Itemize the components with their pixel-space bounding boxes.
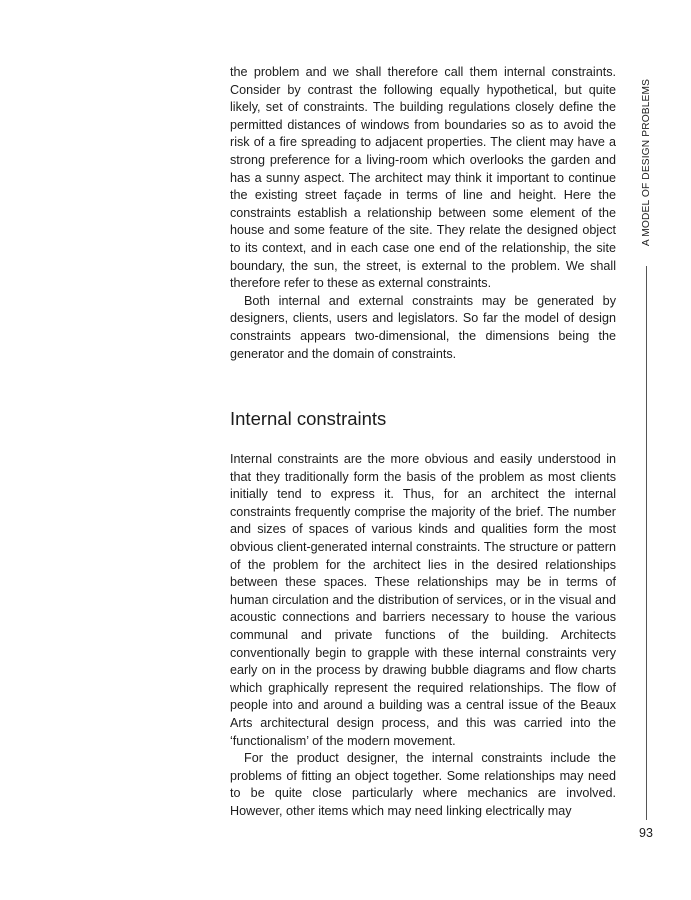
section-heading: Internal constraints (230, 408, 387, 430)
body-paragraph-4: For the product designer, the internal constraints include the problems of fitting an object together. Some relationships may need to be quite close particularly where mechanics are involved. However, other items which may need linking electrically may (230, 751, 616, 818)
body-paragraph-1: the problem and we shall therefore call them internal constraints. Consider by contrast the following equally hypothetical, but quite likely, set of constraints. The building regulations closely define the permitted distances of windows from boundaries so as to avoid the risk of a fire spreading to adjacent properties. The client may have a strong preference for a living-room which overlooks the garden and has a sunny aspect. The architect may think it important to continue the existing street façade in terms of line and height. Here the constraints establish a relationship between some element of the house and some feature of the site. They relate the designed object to its context, and in each case one end of the relationship, the site boundary, the sun, the street, is external to the problem. We shall therefore refer to these as external constraints. (230, 65, 616, 291)
body-paragraph-2: Both internal and external constraints may be generated by designers, clients, users and legislators. So far the model of design constraints appears two-dimensional, the dimensions being the generator and the domain of constraints. (230, 293, 616, 361)
running-head (639, 67, 655, 257)
body-text-column (230, 64, 616, 821)
body-paragraph-3: Internal constraints are the more obvious and easily understood in that they traditionally form the basis of the problem as most clients initially tend to express it. Thus, for an architect the internal constraints frequently comprise the majority of the brief. The number and sizes of spaces of various kinds and qualities form the most obvious client-generated internal constraints. The structure or pattern of the problem for the architect lies in the desired relationships between these spaces. These relationships may be in terms of human circulation and the distribution of services, or in the visual and acoustic connections and barriers necessary to house the various communal and private functions of the building. Architects conventionally begin to grapple with these internal constraints very early on in the process by drawing bubble diagrams and flow charts which graphically represent the required relationships. The flow of people into and around a building was a central issue of the Beaux Arts architectural design process, and this was carried into the ‘functionalism’ of the modern movement. (230, 452, 616, 748)
page-number: 93 (639, 826, 653, 840)
running-head-label: A MODEL OF DESIGN PROBLEMS (641, 78, 653, 246)
margin-rule (646, 266, 647, 820)
